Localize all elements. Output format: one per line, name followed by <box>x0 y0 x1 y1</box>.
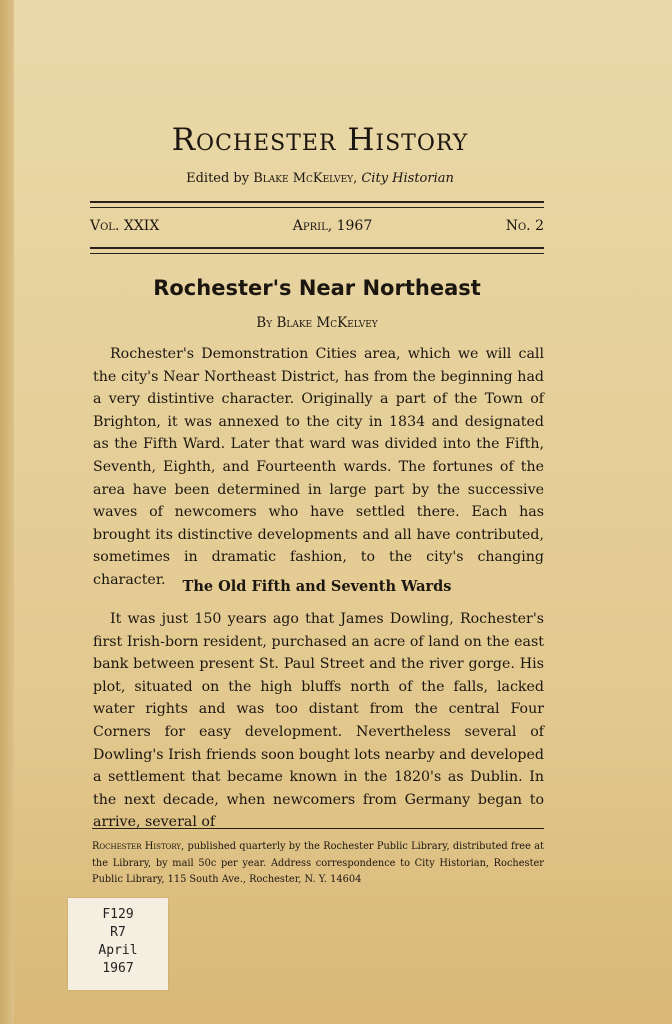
call-number-line-1: F129 <box>102 907 134 922</box>
page-edge <box>0 0 14 1024</box>
editor-prefix: Edited by <box>186 171 254 186</box>
masthead-rule-bottom <box>90 247 544 254</box>
editor-role: City Historian <box>361 171 454 186</box>
issue-volume: Vol. XXIX <box>90 218 160 234</box>
footnote-rule <box>92 828 544 829</box>
masthead-rule-top <box>90 201 544 208</box>
call-number-line-3: April <box>98 943 138 958</box>
footnote-text: , published quarterly by the Rochester Public Library, distributed free at the Library, by mail 50c per year. Address correspondence to City Historian, Rochester Public Library, 115 South Ave., Rochester, N. Y. 14604 <box>92 841 544 885</box>
issue-date: April, 1967 <box>292 218 373 234</box>
masthead-title: Rochester History <box>171 122 469 158</box>
byline-author: Blake McKelvey <box>276 315 378 331</box>
footnote <box>92 839 544 889</box>
editor-name: Blake McKelvey <box>253 171 354 186</box>
call-number-line-2: R7 <box>110 925 126 940</box>
byline <box>90 315 544 331</box>
footnote-publication-name: Rochester History <box>92 841 182 852</box>
article-paragraph-2: It was just 150 years ago that James Dowling, Rochester's first Irish-born resident, purchased an acre of land on the east bank between present St. Paul Street and the river gorge. His plot, situated on the high bluffs north of the falls, lacked water rights and was too distant from the central Four Corners for easy development. Nevertheless several of Dowling's Irish friends soon bought lots nearby and developed a settlement that became known in the 1820's as Dublin. In the next decade, when newcomers from Germany began to arrive, several of <box>93 611 544 831</box>
call-number-label <box>68 898 168 990</box>
editor-line <box>90 171 550 186</box>
editor-suffix: , <box>353 171 362 186</box>
article-title: Rochester's Near Northeast <box>153 276 481 300</box>
call-number-line-4: 1967 <box>102 961 134 976</box>
issue-number: No. 2 <box>505 218 544 234</box>
issue-row <box>90 218 544 234</box>
article-paragraph-1: Rochester's Demonstration Cities area, which we will call the city's Near Northeast District, has from the beginning had a very distintive character. Originally a part of the Town of Brighton, it was annexed to the city in 1834 and designated as the Fifth Ward. Later that ward was divided into the Fifth, Seventh, Eighth, and Fourteenth wards. The fortunes of the area have been determined in large part by the successive waves of newcomers who have settled there. Each has brought its distinctive developments and all have contributed, sometimes in dramatic fashion, to the city's changing character. <box>93 346 544 588</box>
byline-prefix: By <box>256 315 277 331</box>
section-heading: The Old Fifth and Seventh Wards <box>182 578 452 595</box>
